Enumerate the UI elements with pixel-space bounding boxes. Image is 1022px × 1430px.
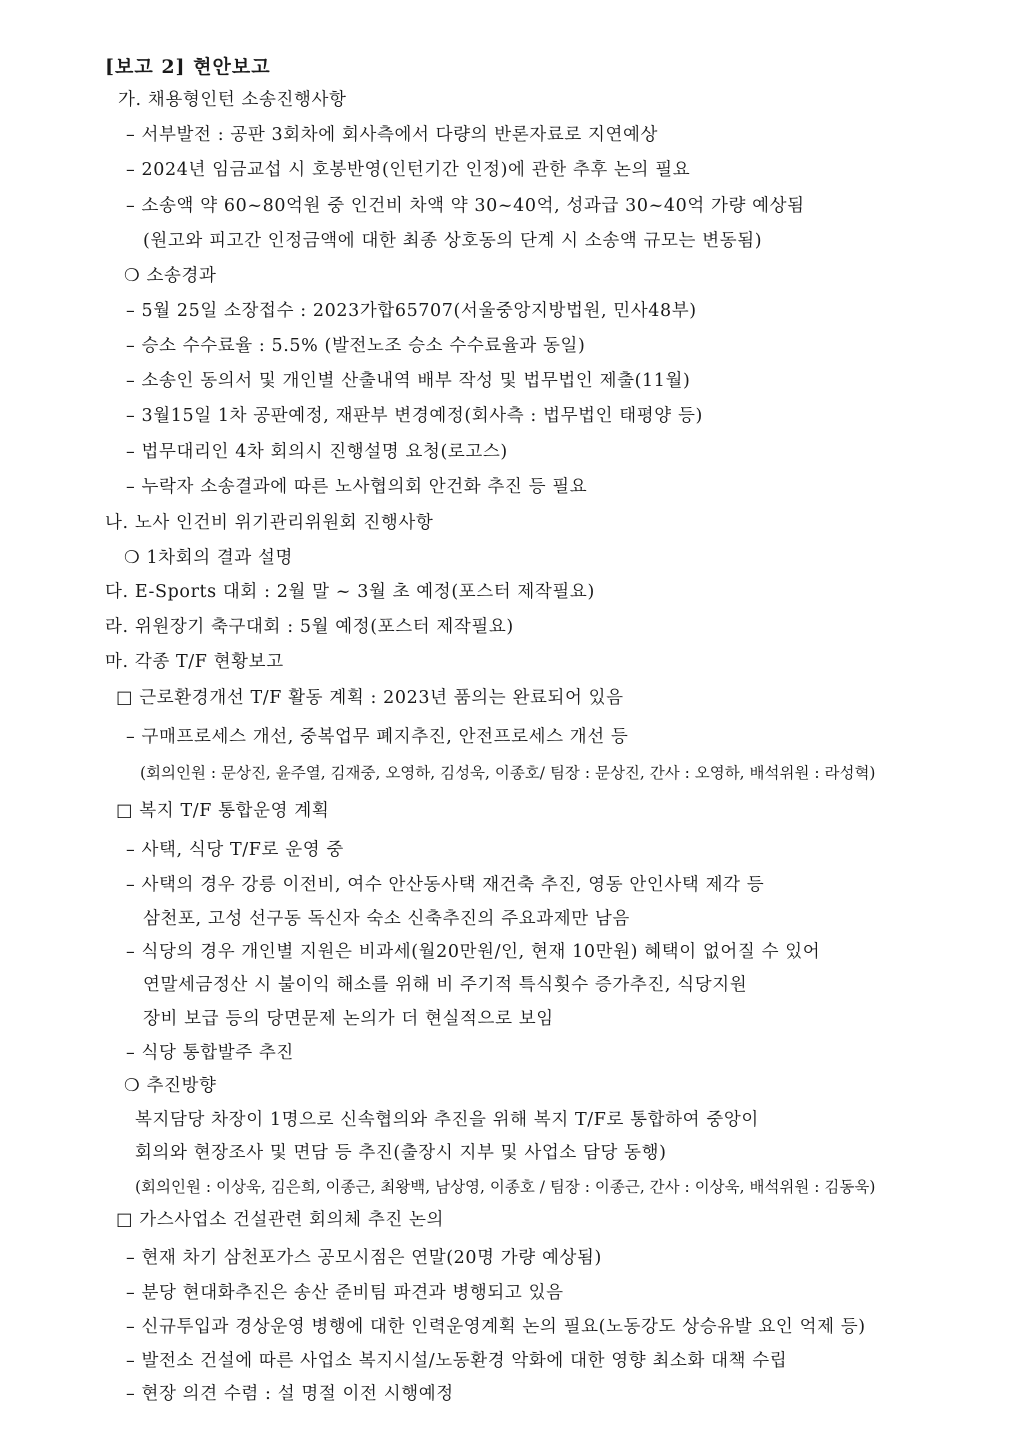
text-line: 장비 보급 등의 당면문제 논의가 더 현실적으로 보임	[143, 1009, 554, 1029]
text-line: – 승소 수수료율 : 5.5% (발전노조 승소 수수료율과 동일)	[126, 336, 586, 356]
text-line: – 소송액 약 60~80억원 중 인건비 차액 약 30~40억, 성과급 30~40억 가량 예상됨	[126, 196, 805, 216]
text-line: – 법무대리인 4차 회의시 진행설명 요청(로고스)	[126, 442, 508, 462]
text-line: – 분당 현대화추진은 송산 준비팀 파견과 병행되고 있음	[126, 1283, 564, 1303]
text-line: 회의와 현장조사 및 면담 등 추진(출장시 지부 및 사업소 담당 동행)	[135, 1143, 667, 1163]
text-line: – 사택의 경우 강릉 이전비, 여수 안산동사택 재건축 추진, 영동 안인사택 제각 등	[126, 875, 765, 895]
box-item-line: □ 가스사업소 건설관련 회의체 추진 논의	[116, 1210, 445, 1230]
text-line: – 발전소 건설에 따른 사업소 복지시설/노동환경 악화에 대한 영향 최소화 대책 수립	[126, 1351, 788, 1371]
report-title: [보고 2] 현안보고	[105, 56, 271, 78]
text-line: 삼천포, 고성 선구동 독신자 숙소 신축추진의 주요과제만 남음	[143, 909, 630, 929]
members-line: (회의인원 : 이상욱, 김은희, 이종근, 최왕백, 남상영, 이종호 / 팀장 : 이종근, 간사 : 이상욱, 배석위원 : 김동욱)	[135, 1178, 876, 1196]
text-line: (원고와 피고간 인정금액에 대한 최종 상호동의 단계 시 소송액 규모는 변동됨)	[143, 231, 763, 251]
section-e-heading: 마. 각종 T/F 현황보고	[105, 652, 284, 672]
text-line: – 누락자 소송결과에 따른 노사협의회 안건화 추진 등 필요	[126, 477, 588, 497]
section-d-heading: 라. 위원장기 축구대회 : 5월 예정(포스터 제작필요)	[105, 617, 514, 637]
text-line: – 신규투입과 경상운영 병행에 대한 인력운영계획 논의 필요(노동강도 상승유발 요인 억제 등)	[126, 1317, 866, 1337]
text-line: – 2024년 임금교섭 시 호봉반영(인턴기간 인정)에 관한 추후 논의 필요	[126, 160, 691, 180]
text-line: – 현장 의견 수렴 : 설 명절 이전 시행예정	[126, 1384, 454, 1404]
text-line: – 5월 25일 소장접수 : 2023가합65707(서울중앙지방법원, 민사48부)	[126, 301, 697, 321]
text-line: – 3월15일 1차 공판예정, 재판부 변경예정(회사측 : 법무법인 태평양 등)	[126, 406, 703, 426]
text-line: 복지담당 차장이 1명으로 신속협의와 추진을 위해 복지 T/F로 통합하여 중앙이	[135, 1110, 759, 1130]
text-line: – 식당의 경우 개인별 지원은 비과세(월20만원/인, 현재 10만원) 혜택이 없어질 수 있어	[126, 942, 821, 962]
text-line: – 소송인 동의서 및 개인별 산출내역 배부 작성 및 법무법인 제출(11월)	[126, 371, 691, 391]
text-line: 연말세금정산 시 불이익 해소를 위해 비 주기적 특식횟수 증가추진, 식당지원	[143, 975, 748, 995]
box-item-line: □ 복지 T/F 통합운영 계획	[116, 801, 330, 821]
subheading-line: ❍ 1차회의 결과 설명	[124, 548, 294, 568]
box-item-line: □ 근로환경개선 T/F 활동 계획 : 2023년 품의는 완료되어 있음	[116, 688, 624, 708]
section-c-heading: 다. E-Sports 대회 : 2월 말 ~ 3월 초 예정(포스터 제작필요)	[105, 582, 595, 602]
text-line: – 식당 통합발주 추진	[126, 1043, 294, 1063]
members-line: (회의인원 : 문상진, 윤주열, 김재중, 오영하, 김성욱, 이종호/ 팀장 : 문상진, 간사 : 오영하, 배석위원 : 라성혁)	[140, 764, 876, 782]
text-line: – 서부발전 : 공판 3회차에 회사측에서 다량의 반론자료로 지연예상	[126, 125, 659, 145]
section-b-heading: 나. 노사 인건비 위기관리위원회 진행사항	[105, 513, 434, 533]
text-line: – 구매프로세스 개선, 중복업무 폐지추진, 안전프로세스 개선 등	[126, 727, 629, 747]
section-a-heading: 가. 채용형인턴 소송진행사항	[118, 90, 347, 110]
subheading-line: ❍ 소송경과	[124, 266, 217, 286]
text-line: – 현재 차기 삼천포가스 공모시점은 연말(20명 가량 예상됨)	[126, 1248, 602, 1268]
subheading-line: ❍ 추진방향	[124, 1076, 217, 1096]
text-line: – 사택, 식당 T/F로 운영 중	[126, 840, 344, 860]
